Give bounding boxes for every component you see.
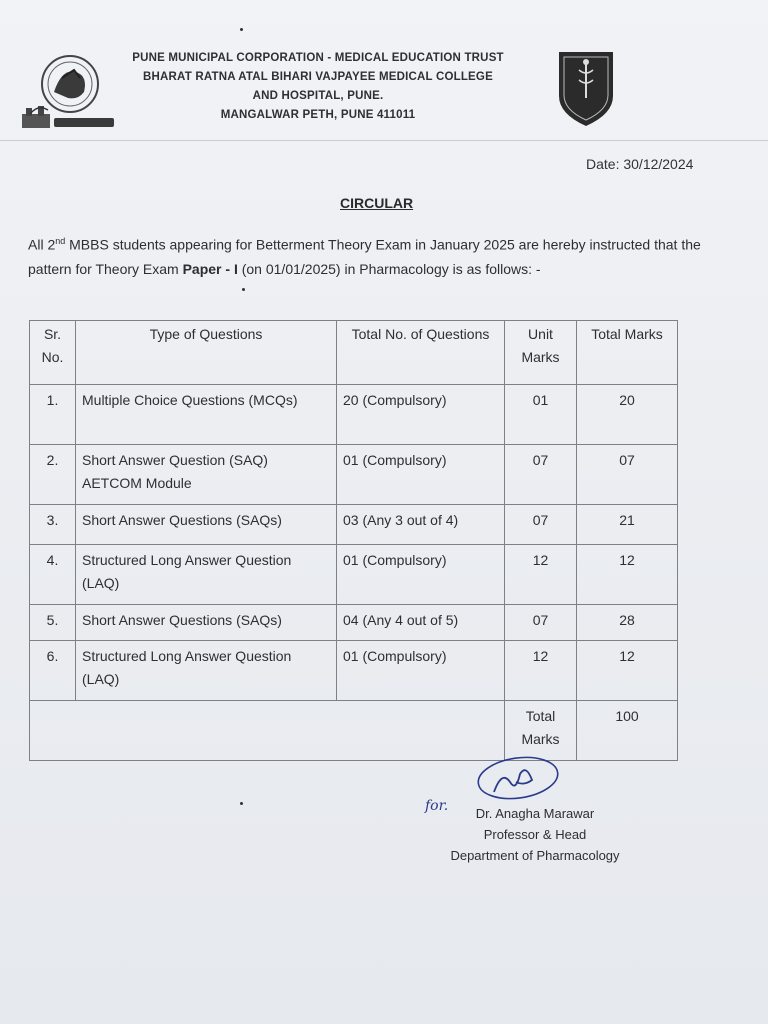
table-row [30,385,678,445]
cell-unit: 07 [505,505,577,545]
header-line-2: BHARAT RATNA ATAL BIHARI VAJPAYEE MEDICAL COLLEGE [143,71,493,83]
institution-header [118,49,518,125]
header-type: Type of Questions [76,321,337,385]
exam-pattern-table [29,320,678,761]
cell-total: 12 [577,641,678,701]
cell-empty [30,701,505,761]
table-row [30,445,678,505]
cell-type: Short Answer Question (SAQ) AETCOM Module [76,445,337,505]
cell-sr: 1. [30,385,76,445]
paper-speck [242,288,245,291]
cell-unit: 07 [505,445,577,505]
cell-count: 01 (Compulsory) [337,445,505,505]
header-total-marks: Total Marks [577,321,678,385]
cell-type: Structured Long Answer Question (LAQ) [76,641,337,701]
header-line-3: AND HOSPITAL, PUNE. [252,90,384,102]
cell-sr: 2. [30,445,76,505]
header-line-1: PUNE MUNICIPAL CORPORATION - MEDICAL EDUCATION TRUST [132,52,504,64]
pmc-emblem-icon [18,48,120,134]
header-count: Total No. of Questions [337,321,505,385]
cell-sr: 6. [30,641,76,701]
cell-type: Multiple Choice Questions (MCQs) [76,385,337,445]
cell-unit: 12 [505,641,577,701]
header-line-4: MANGALWAR PETH, PUNE 411011 [220,109,416,121]
circular-title: CIRCULAR [340,195,414,211]
circular-body [28,229,728,281]
signatory-department: Department of Pharmacology [450,848,620,863]
cell-count: 04 (Any 4 out of 5) [337,605,505,641]
body-paper-bold: Paper - I [182,260,238,277]
cell-sr: 5. [30,605,76,641]
paper-speck [240,28,243,31]
body-superscript: nd [55,236,66,246]
cell-total: 21 [577,505,678,545]
handwritten-signature [466,752,562,808]
total-marks-value: 100 [577,701,678,761]
cell-unit: 12 [505,545,577,605]
cell-type: Short Answer Questions (SAQs) [76,605,337,641]
cell-type: Structured Long Answer Question (LAQ) [76,545,337,605]
table-total-row [30,701,678,761]
cell-count: 03 (Any 3 out of 4) [337,505,505,545]
header-unit-marks: Unit Marks [505,321,577,385]
cell-count: 01 (Compulsory) [337,641,505,701]
table-row [30,641,678,701]
table-header-row [30,321,678,385]
body-part-3: (on 01/01/2025) in Pharmacology is as follows: - [237,260,541,277]
paper-speck [240,802,243,805]
cell-total: 12 [577,545,678,605]
cell-total: 07 [577,445,678,505]
signature-for: for. [425,798,449,814]
cell-count: 01 (Compulsory) [337,545,505,605]
table-row [30,545,678,605]
body-part-1: All 2 [28,236,56,253]
total-marks-label: Total Marks [505,701,577,761]
table-row [30,605,678,641]
cell-total: 28 [577,605,678,641]
header-divider [0,140,768,141]
body-part-2: MBBS students appearing for Betterment Theory Exam in January 2025 are hereby instructed that the pattern for Theory Exam [28,236,701,277]
header-sr-no: Sr. No. [30,321,76,385]
college-crest-icon [553,48,619,128]
cell-count: 20 (Compulsory) [337,385,505,445]
cell-unit: 01 [505,385,577,445]
cell-total: 20 [577,385,678,445]
signatory-block [430,803,640,866]
cell-sr: 4. [30,545,76,605]
table-row [30,505,678,545]
signatory-name: Dr. Anagha Marawar [475,806,595,821]
cell-unit: 07 [505,605,577,641]
signatory-designation: Professor & Head [483,827,587,842]
cell-type: Short Answer Questions (SAQs) [76,505,337,545]
circular-date: Date: 30/12/2024 [586,156,694,172]
cell-sr: 3. [30,505,76,545]
